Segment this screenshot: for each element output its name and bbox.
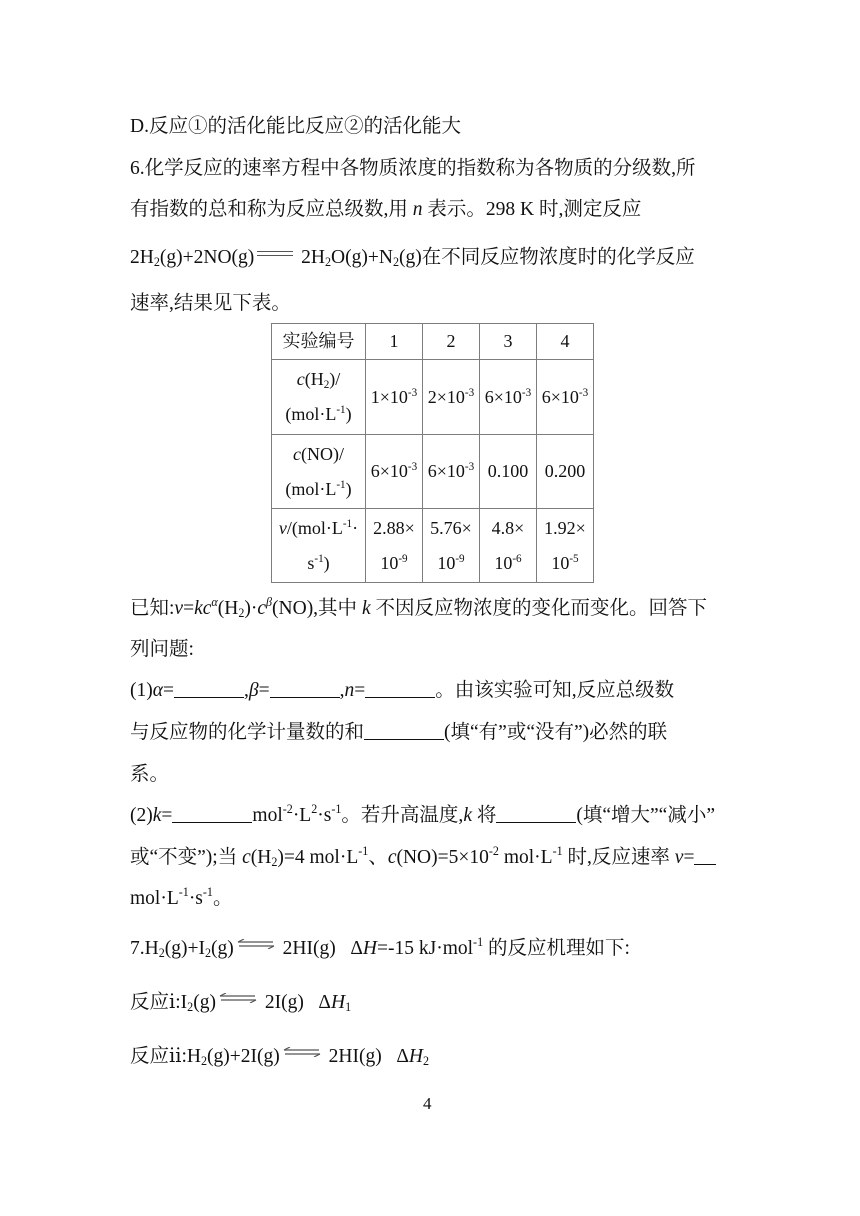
table-header-row — [272, 324, 594, 360]
answer-blank[interactable] — [496, 804, 576, 823]
known-line-1: 已知$:v=kc^\alpha(H_2)\cdot c^\beta(NO)$,其中 k 不因反应物浓度的变化而变化。回答下 — [130, 595, 707, 621]
table-header-cell: 4 — [537, 324, 594, 360]
answer-blank[interactable] — [694, 846, 716, 865]
table-cell: 4.8× $10^{-6}$ — [480, 509, 537, 583]
reaction-ii: 反应$ⅱ:H_2(g)+2I(g)$ 2HI(g) $\Delta H_2$ — [130, 1046, 429, 1069]
table-row — [272, 509, 594, 583]
q6-line-1: 6.化学反应的速率方程中各物质浓度的指数称为各物质的分级数,所 — [130, 158, 696, 179]
table-cell: $6\times 10^{-3}$ — [537, 360, 594, 435]
known-line-2: 列问题: — [130, 639, 194, 660]
q1-line-3: 系。 — [130, 764, 170, 785]
option-d: D.反应①的活化能比反应②的活化能大 — [130, 116, 461, 137]
table-cell: 0.100 — [480, 435, 537, 509]
table-cell: $6\times 10^{-3}$ — [423, 435, 480, 509]
page-number: 4 — [423, 1094, 432, 1113]
answer-blank[interactable] — [365, 679, 435, 698]
equilibrium-arrow-icon — [236, 939, 276, 949]
equilibrium-arrow-icon — [218, 993, 258, 1003]
table-header-cell: 2 — [423, 324, 480, 360]
rate-data-table — [271, 323, 594, 583]
equilibrium-arrow-icon — [282, 1047, 322, 1057]
q6-line-3: $2H_2(g)+2NO(g)$ $2H_2O(g)+N_2(g)$在不同反应物浓度时的化学反应 — [130, 247, 695, 270]
table-row — [272, 360, 594, 435]
table-cell: 0.200 — [537, 435, 594, 509]
row-label: $c(H_2)/$ $(mol\cdot L^{-1})$ — [272, 360, 366, 435]
answer-blank[interactable] — [174, 679, 244, 698]
table-cell: 2.88× $10^{-9}$ — [366, 509, 423, 583]
q6-line-2: 有指数的总和称为反应总级数,用 n 表示。298 K 时,测定反应 — [130, 199, 642, 220]
table-header-cell: 3 — [480, 324, 537, 360]
equals-sign-icon — [255, 249, 295, 259]
answer-blank[interactable] — [270, 679, 340, 698]
answer-blank[interactable] — [172, 804, 252, 823]
row-label: c(NO)/ $(mol\cdot L^{-1})$ — [272, 435, 366, 509]
table-header-cell: 实验编号 — [272, 324, 366, 360]
q1-line-1: (1)α= ,β= ,n= 。由该实验可知,反应总级数 — [130, 680, 675, 701]
q1-line-2: 与反应物的化学计量数的和 (填“有”或“没有”)必然的联 — [130, 722, 668, 743]
table-cell: 1.92× $10^{-5}$ — [537, 509, 594, 583]
table-cell: $6\times 10^{-3}$ — [366, 435, 423, 509]
table-row — [272, 435, 594, 509]
q6-line-4: 速率,结果见下表。 — [130, 293, 291, 314]
q2-line-1: $(2)k= mol^{-2}\cdot L^2\cdot s^{-1}$。若升高温度,k 将 (填“增大”“减小” — [130, 802, 715, 826]
table-cell: 5.76× $10^{-9}$ — [423, 509, 480, 583]
q2-line-2: 或“不变”);当 $c(H_2)=4$ $mol\cdot L^{-1}$、$c(NO)=5\times 10^{-2}$ $mol\cdot L^{-1}$ 时,反应速率 v= — [130, 845, 716, 871]
table-cell: $1\times 10^{-3}$ — [366, 360, 423, 435]
q7-line: $7.H_2(g)+I_2(g)$ 2HI(g) ΔH=-15 kJ·mol$^{-1}$ 的反应机理如下: — [130, 935, 630, 961]
row-label: $v/(mol\cdot L^{-1}\cdot$ $s^{-1}$) — [272, 509, 366, 583]
table-cell: $6\times 10^{-3}$ — [480, 360, 537, 435]
q2-line-3: $mol\cdot L^{-1}\cdot s^{-1}$。 — [130, 885, 233, 909]
table-header-cell: 1 — [366, 324, 423, 360]
answer-blank[interactable] — [364, 721, 444, 740]
reaction-i: 反应$ⅰ:I_2(g)$ 2I(g) $\Delta H_1$ — [130, 992, 352, 1015]
table-cell: $2\times 10^{-3}$ — [423, 360, 480, 435]
